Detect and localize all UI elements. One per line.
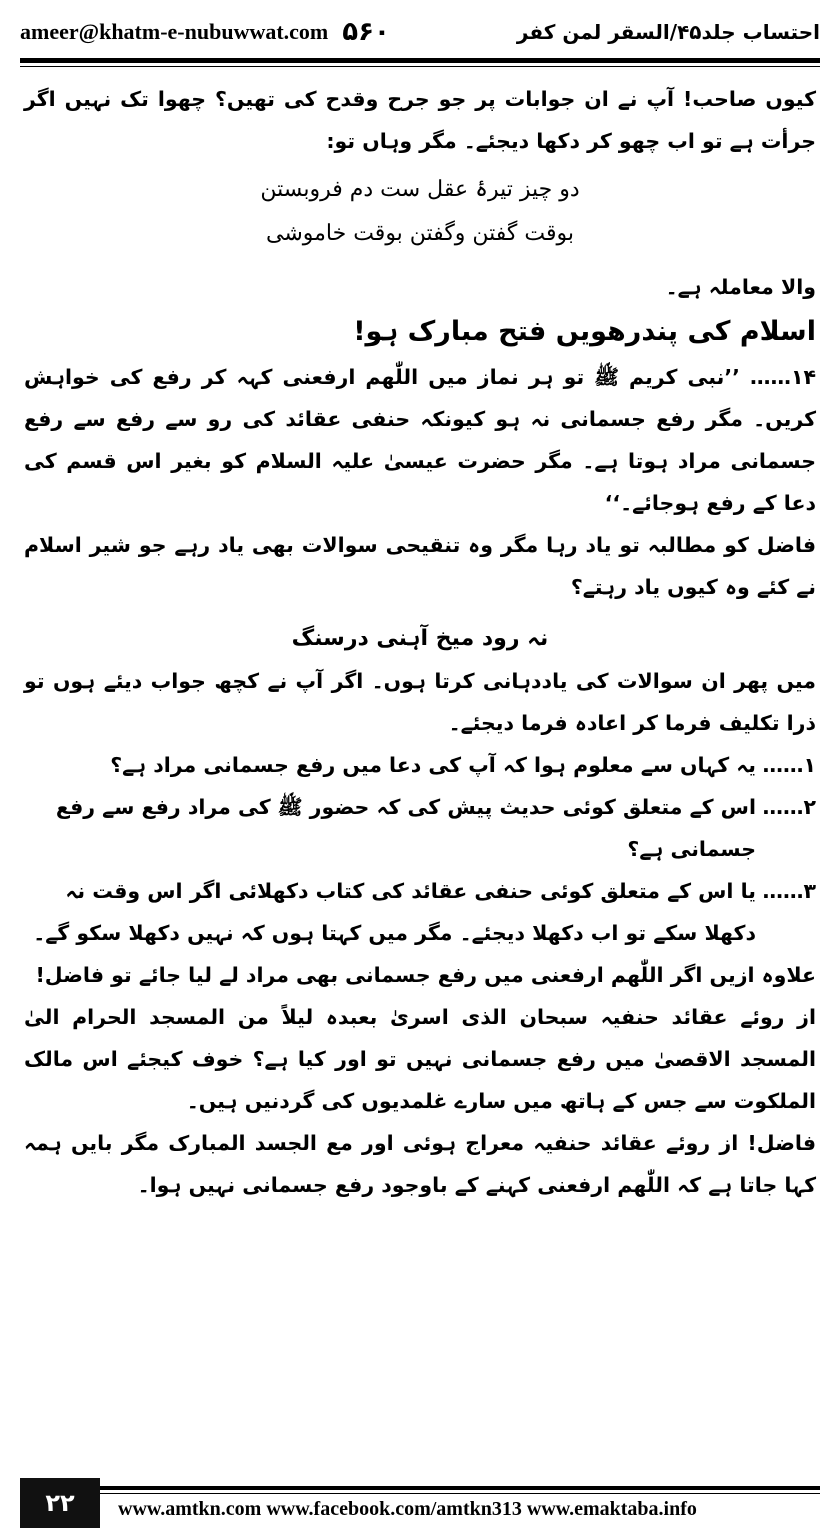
paragraph-4: فاضل کو مطالبہ تو یاد رہا مگر وہ تنقیحی سوالات بھی یاد رہے جو شیر اسلام نے کئے وہ کیوں یاد رہتے؟ [24,533,816,599]
footer-page-number: ۲۲ [20,1478,100,1528]
paragraph-3: ۱۴…… ’’نبی کریم ﷺ تو ہر نماز میں اللّٰھم ارفعنی کہہ کر رفع کی خواہش کریں۔ مگر رفع جسمانی نہ ہو کیونکہ حنفی عقائد کی رو سے رفع سے رفع جسمانی مراد ہوتا ہے۔ مگر حضرت عیسیٰ علیہ السلام کو بغیر اس قسم کی دعا کے رفع ہوجائے۔‘‘ [24,365,816,515]
verse-line-1: دو چیز تیرۂ عقل ست دم فروبستن [260,177,580,202]
paragraph-2: والا معاملہ ہے۔ [665,275,816,299]
footer-rule-thick [20,1486,820,1490]
question-number: ۱…… [762,753,816,777]
question-number: ۲…… [762,795,816,819]
verse-line-2: بوقت گفتن وگفتن بوقت خاموشی [265,221,574,246]
header-book-title: احتساب جلد۴۵/السقر لمن کفر [516,20,820,44]
paragraph-7: از روئے عقائد حنفیہ سبحان الذی اسریٰ بعبدہ لیلاً من المسجد الحرام الیٰ المسجد الاقصیٰ میں رفع جسمانی نہیں تو اور کیا ہے؟ خوف کیجئے اس مالک الملکوت سے جس کے ہاتھ میں سارے غلمدیوں کی گردنیں ہیں۔ [24,1005,816,1113]
page-body [24,78,816,1458]
header-page-number: ۵۶۰ [342,17,390,47]
header-email[interactable]: ameer@khatm-e-nubuwwat.com [20,19,329,44]
page-header [20,12,820,52]
question-number: ۳…… [762,879,816,903]
paragraph-6: علاوہ ازیں اگر اللّٰھم ارفعنی میں رفع جسمانی بھی مراد لے لیا جائے تو فاضل! [35,963,816,987]
section-heading: اسلام کی پندرھویں فتح مبارک ہو! [353,316,816,347]
proverb-line: نہ رود میخ آہنی درسنگ [291,626,549,651]
header-rule-thick [20,58,820,63]
paragraph-5: میں پھر ان سوالات کی یاددہانی کرتا ہوں۔ اگر آپ نے کچھ جواب دیئے ہوں تو ذرا تکلیف فرما کر اعادہ فرما دیجئے۔ [24,669,816,735]
page-footer [20,1478,820,1528]
footer-links[interactable]: www.amtkn.com www.facebook.com/amtkn313 www.emaktaba.info [118,1498,697,1520]
paragraph-8: فاضل! از روئے عقائد حنفیہ معراج ہوئی اور مع الجسد المبارک مگر بایں ہمہ کہا جاتا ہے کہ اللّٰھم ارفعنی کہنے کے باوجود رفع جسمانی نہیں ہوا۔ [24,1131,816,1197]
question-3 [24,870,816,954]
paragraph-1: کیوں صاحب! آپ نے ان جوابات پر جو جرح وقدح کی تھیں؟ چھوا تک نہیں اگر جرأت ہے تو اب چھو کر دکھا دیجئے۔ مگر وہاں تو: [24,87,816,153]
question-1 [24,744,816,786]
question-text: اس کے متعلق کوئی حدیث پیش کی کہ حضور ﷺ کی مراد رفع سے رفع جسمانی ہے؟ [55,795,756,861]
question-text: یہ کہاں سے معلوم ہوا کہ آپ کی دعا میں رفع جسمانی مراد ہے؟ [110,753,756,777]
footer-rule-thin [20,1493,820,1494]
header-left [20,17,390,47]
question-text: یا اس کے متعلق کوئی حنفی عقائد کی کتاب دکھلائی اگر اس وقت نہ دکھلا سکے تو اب دکھلا دیجئے۔ مگر میں کہتا ہوں کہ نہیں دکھلا سکو گے۔ [33,879,756,945]
header-rule-thin [20,66,820,67]
question-2 [24,786,816,870]
